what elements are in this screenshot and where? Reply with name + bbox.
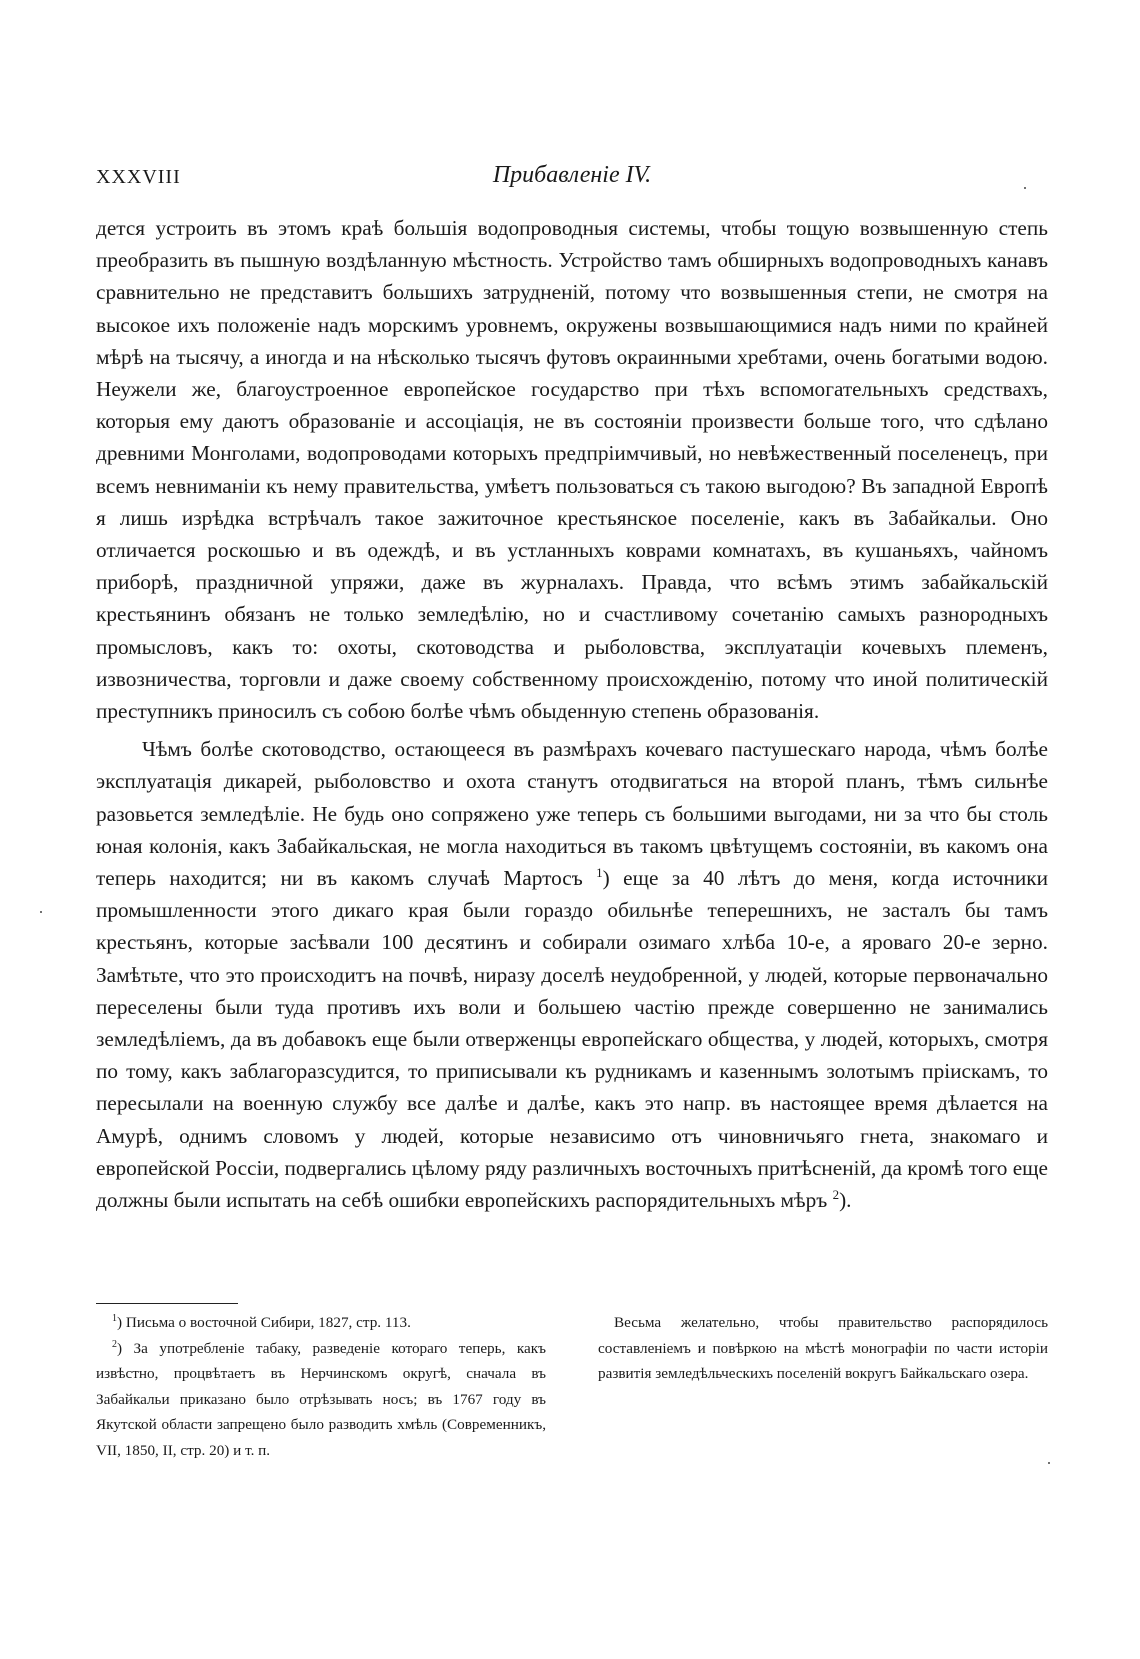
footnote-column-right (598, 1310, 1048, 1463)
footnote-2 (96, 1336, 546, 1464)
footnote-reference-2: 2 (832, 1187, 840, 1202)
footnote-2-number: 2 (112, 1338, 117, 1350)
paragraph-2-end: ). (839, 1188, 852, 1213)
footnote-divider (96, 1303, 238, 1304)
paragraph-2 (96, 733, 1048, 1216)
page-header (96, 162, 1048, 194)
paragraph-1: дется устроить въ этомъ краѣ большія водопроводныя системы, чтобы тощую возвышенную степь преобразить въ пышную воздѣланную мѣстность. Устройство тамъ обширныхъ водопроводныхъ канавъ сравнительно не представитъ большихъ затрудненій, потому что возвышенныя степи, не смотря на высокое ихъ положеніе надъ морскимъ уровнемъ, окружены возвышающимися надъ ними по крайней мѣрѣ на тысячу, а иногда и на нѣсколько тысячъ футовъ окраинными хребтами, очень богатыми водою. Неужели же, благоустроенное европейское государство при тѣхъ вспомогательныхъ средствахъ, которыя ему даютъ образованіе и ассоціація, не въ состояніи произвести больше того, что сдѣлано древними Монголами, водопроводами которыхъ предпріимчивый, но невѣжественный поселенецъ, при всемъ невниманіи къ нему правительства, умѣетъ пользоваться съ такою выгодою? Въ западной Европѣ я лишь изрѣдка встрѣчалъ такое зажиточное крестьянское поселеніе, какъ въ Забайкальи. Оно отличается роскошью и въ одеждѣ, и въ устланныхъ коврами комнатахъ, въ кушаньяхъ, чайномъ приборѣ, праздничной упряжи, даже въ журналахъ. Правда, что всѣмъ этимъ забайкальскій крестьянинъ обязанъ не только земледѣлію, но и счастливому сочетанію самыхъ разнородныхъ промысловъ, какъ то: охоты, скотоводства и рыболовства, эксплуатаціи кочевыхъ племенъ, извозничества, торговли и даже своему собственному происхожденію, потому что иной политическій преступникъ приносилъ съ собою болѣе чѣмъ обыденную степень образованія. (96, 216, 1048, 724)
print-speck (40, 911, 42, 913)
print-speck (1024, 187, 1026, 189)
page-number: XXXVIII (96, 166, 181, 188)
running-title: Прибавленіе IV. (492, 162, 652, 188)
footnote-1-text: ) Письма о восточной Сибири, 1827, стр. 113. (117, 1314, 411, 1331)
footnote-2-text: ) За употребленіе табаку, разведеніе котораго теперь, какъ извѣстно, процвѣтаетъ въ Нерчинскомъ округѣ, сначала въ Забайкальи приказано было отрѣзывать носъ; въ 1767 году въ Якутской области запрещено было разводить хмѣль (Современникъ, VII, 1850, II, стр. 20) и т. п. (96, 1339, 546, 1459)
main-text (96, 212, 1048, 1216)
footnote-1 (96, 1310, 546, 1336)
footnote-reference-1: 1 (596, 864, 603, 880)
footnote-1-number: 1 (112, 1312, 117, 1324)
footnotes (96, 1310, 1048, 1463)
footnote-column-left (96, 1310, 546, 1463)
paragraph-2-part-2: ) еще за 40 лѣтъ до меня, когда источники промышленности этого дикаго края были гораздо обильнѣе теперешнихъ, не засталъ бы тамъ крестьянъ, которые засѣвали 100 десятинъ и собирали озимаго хлѣба 10-е, а яроваго 20-е зерно. Замѣтьте, что это происходитъ на почвѣ, ниразу доселѣ неудобренной, у людей, которые первоначально переселены были туда противъ ихъ воли и большею частію прежде совершенно не занимались земледѣліемъ, да въ добавокъ еще были отверженцы европейскаго общества, у людей, которыхъ, смотря по тому, какъ заблагоразсудится, то приписывали къ рудникамъ и казеннымъ золотымъ пріискамъ, то пересылали на военную службу все далѣе и далѣе, какъ это напр. въ настоящее время дѣлается на Амурѣ, однимъ словомъ у людей, которые независимо отъ чиновничьяго гнета, знакомаго и европейской Россіи, подвергались цѣлому ряду различныхъ восточныхъ притѣсненій, да кромѣ того еще должны были испытать на себѣ ошибки европейскихъ распорядительныхъ мѣръ (96, 866, 1048, 1213)
print-speck (1048, 1462, 1050, 1464)
paragraph-2-part-1: Чѣмъ болѣе скотоводство, остающееся въ размѣрахъ кочеваго пастушескаго народа, чѣмъ болѣе эксплуатація дикарей, рыболовство и охота станутъ отодвигаться на второй планъ, тѣмъ сильнѣе разовьется земледѣліе. Не будь оно сопряжено уже теперь съ большими выгодами, ни за что бы столь юная колонія, какъ Забайкальская, не могла находиться въ такомъ цвѣтущемъ состояніи, въ какомъ она теперь находится; ни въ какомъ случаѣ Мартосъ (96, 737, 1048, 891)
closing-note: Весьма желательно, чтобы правительство распорядилось составленіемъ и повѣркою на мѣстѣ монографіи по части исторіи развитія земледѣльческихъ поселеній вокругъ Байкальскаго озера. (598, 1314, 1048, 1382)
